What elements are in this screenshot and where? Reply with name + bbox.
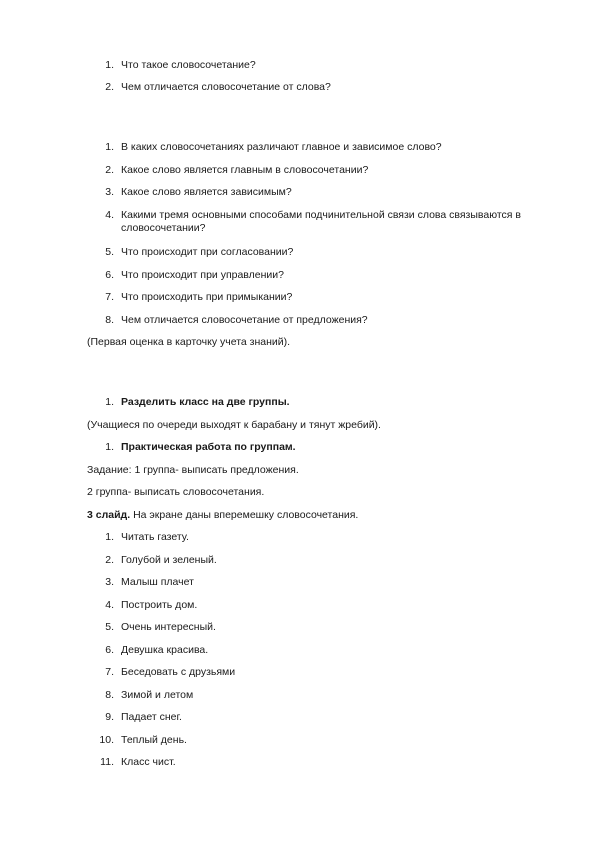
list-number: 1. [105, 59, 114, 71]
list-text: Читать газету. [121, 531, 189, 543]
list-number: 1. [105, 531, 114, 543]
list-number: 11. [100, 756, 114, 768]
list-number: 1. [105, 441, 114, 453]
list-number: 8. [105, 689, 114, 701]
task-group-2: 2 группа- выписать словосочетания. [87, 486, 265, 498]
list-number: 4. [105, 209, 114, 221]
list-text: Падает снег. [121, 711, 182, 723]
list-text: Построить дом. [121, 599, 198, 611]
slide-text: На экране даны вперемешку словосочетания. [130, 509, 359, 521]
slide-instruction [87, 509, 537, 522]
list-text: Малыш плачет [121, 576, 194, 588]
list-text: Какое слово является зависимым? [121, 186, 292, 198]
list-text: Голубой и зеленый. [121, 554, 217, 566]
list-number: 4. [105, 599, 114, 611]
list-number: 10. [99, 734, 114, 746]
list-number: 3. [105, 576, 114, 588]
list-number: 7. [105, 666, 114, 678]
list-text: Теплый день. [121, 734, 187, 746]
list-text: Чем отличается словосочетание от слова? [121, 81, 331, 93]
list-number: 2. [105, 81, 114, 93]
list-number: 2. [105, 164, 114, 176]
list-text: Что такое словосочетание? [121, 59, 256, 71]
list-text: Девушка красива. [121, 644, 209, 656]
list-number: 6. [105, 269, 114, 281]
note-grading: (Первая оценка в карточку учета знаний). [87, 336, 291, 348]
step-text: Практическая работа по группам. [121, 441, 296, 453]
note-drawing-lots: (Учащиеся по очереди выходят к барабану и тянут жребий). [87, 419, 381, 431]
list-text: Какое слово является главным в словосочетании? [121, 164, 369, 176]
list-number: 1. [105, 141, 114, 153]
list-text: Чем отличается словосочетание от предложения? [121, 314, 368, 326]
list-number: 6. [105, 644, 114, 656]
task-group-1: Задание: 1 группа- выписать предложения. [87, 464, 299, 476]
list-text: Что происходит при управлении? [121, 269, 284, 281]
list-number: 5. [105, 246, 114, 258]
list-text: Беседовать с друзьями [121, 666, 236, 678]
list-number: 3. [105, 186, 114, 198]
list-number: 2. [105, 554, 114, 566]
list-text: Зимой и летом [121, 689, 194, 701]
list-text: Очень интересный. [121, 621, 216, 633]
list-number: 1. [105, 396, 114, 408]
list-number: 7. [105, 291, 114, 303]
list-text: В каких словосочетаниях различают главное и зависимое слово? [121, 141, 442, 153]
list-text: Класс чист. [121, 756, 176, 768]
list-number: 8. [105, 314, 114, 326]
list-text: Что происходить при примыкании? [121, 291, 293, 303]
list-number: 5. [105, 621, 114, 633]
step-text: Разделить класс на две группы. [121, 396, 290, 408]
list-number: 9. [105, 711, 114, 723]
slide-label: 3 слайд. [87, 509, 131, 521]
list-text: Какими тремя основными способами подчинительной связи слова связываются в словосочетании? [121, 209, 521, 234]
list-text: Что происходит при согласовании? [121, 246, 294, 258]
